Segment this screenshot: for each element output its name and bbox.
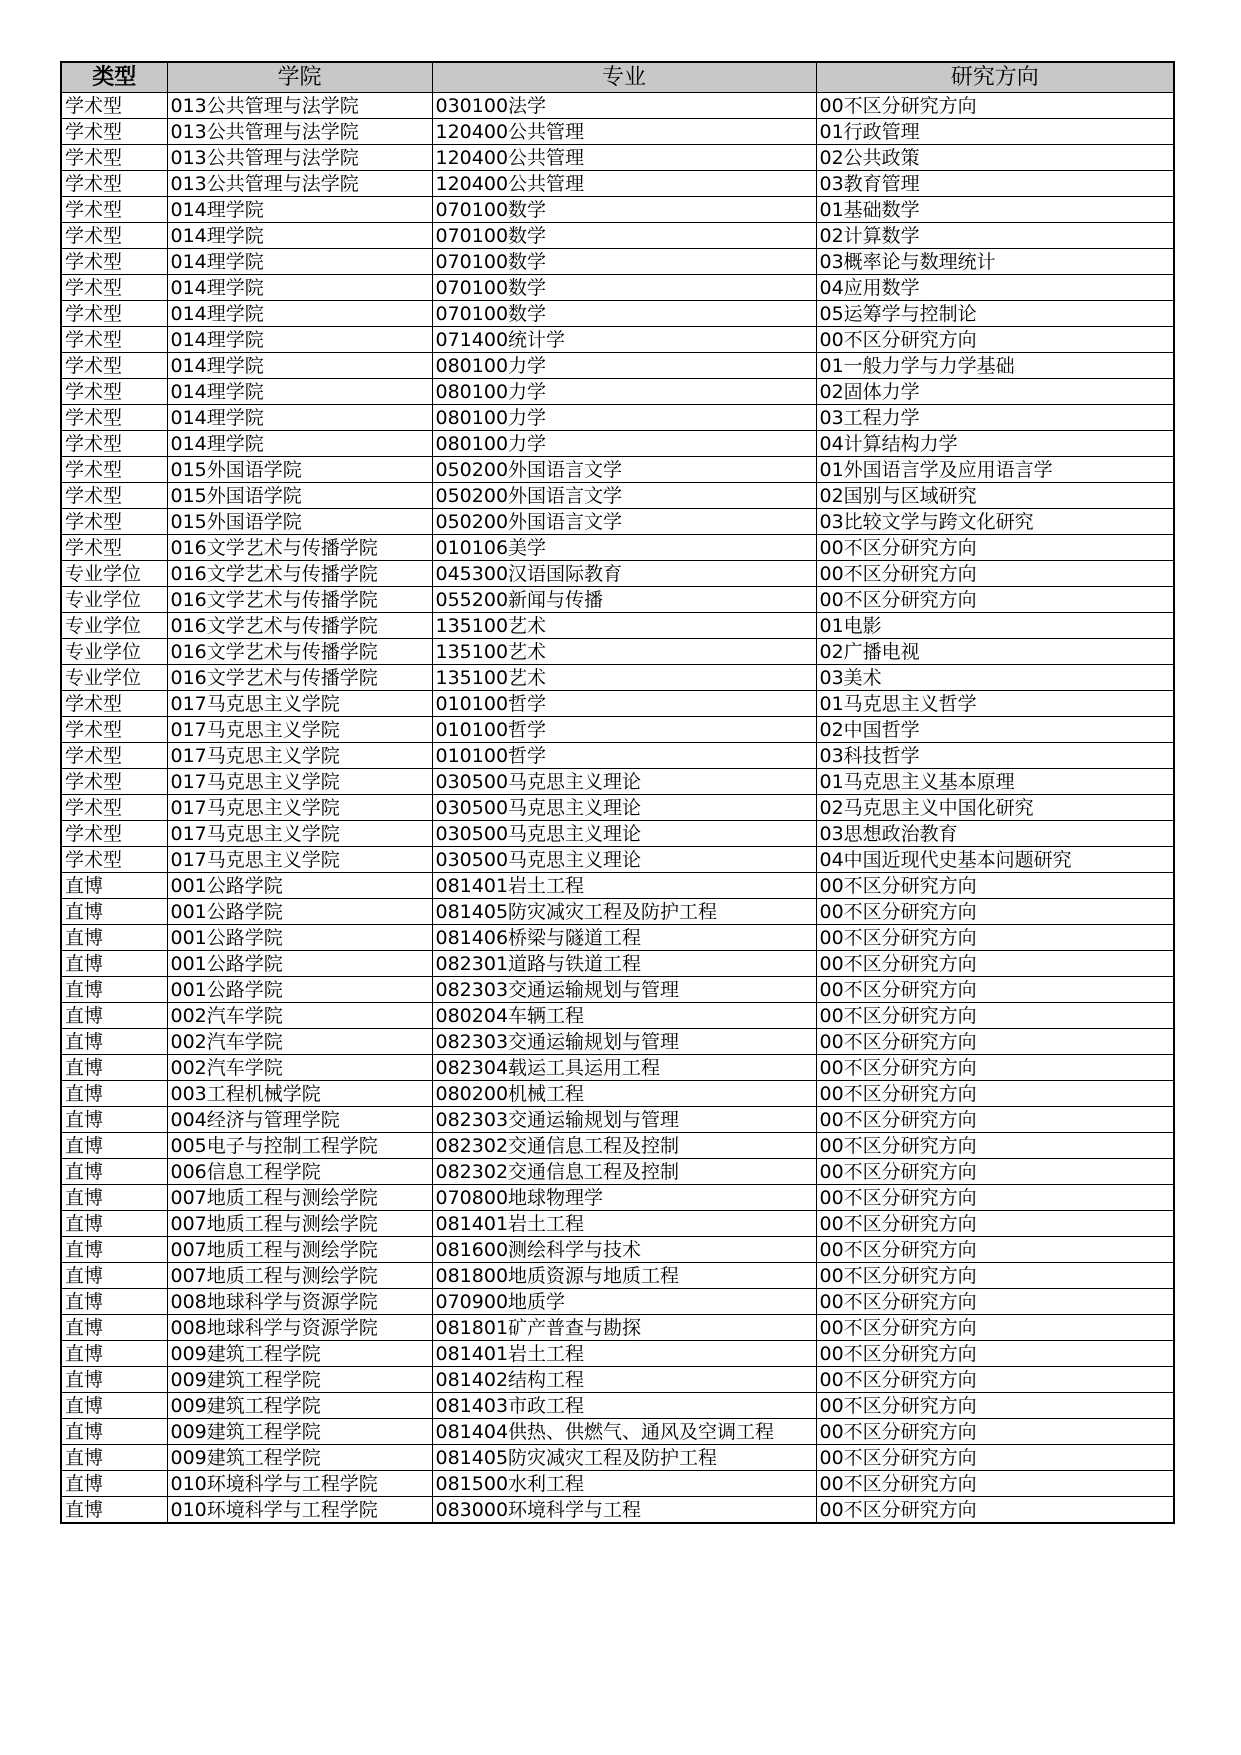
cell-college: 013公共管理与法学院 xyxy=(167,119,432,145)
table-row xyxy=(61,899,1174,925)
table-row xyxy=(61,353,1174,379)
table-row xyxy=(61,379,1174,405)
table-row xyxy=(61,1289,1174,1315)
cell-type: 学术型 xyxy=(61,145,167,171)
cell-research-direction: 00不区分研究方向 xyxy=(816,977,1174,1003)
cell-major: 055200新闻与传播 xyxy=(432,587,816,613)
cell-major: 081401岩土工程 xyxy=(432,1341,816,1367)
table-row xyxy=(61,665,1174,691)
table-row xyxy=(61,821,1174,847)
cell-research-direction: 02公共政策 xyxy=(816,145,1174,171)
cell-major: 080100力学 xyxy=(432,405,816,431)
cell-research-direction: 00不区分研究方向 xyxy=(816,1055,1174,1081)
cell-research-direction: 03教育管理 xyxy=(816,171,1174,197)
cell-research-direction: 01一般力学与力学基础 xyxy=(816,353,1174,379)
cell-college: 013公共管理与法学院 xyxy=(167,93,432,119)
table-row xyxy=(61,977,1174,1003)
cell-college: 014理学院 xyxy=(167,275,432,301)
cell-research-direction: 00不区分研究方向 xyxy=(816,873,1174,899)
cell-college: 014理学院 xyxy=(167,405,432,431)
cell-type: 学术型 xyxy=(61,223,167,249)
cell-major: 120400公共管理 xyxy=(432,171,816,197)
table-row xyxy=(61,1107,1174,1133)
cell-college: 001公路学院 xyxy=(167,899,432,925)
cell-research-direction: 00不区分研究方向 xyxy=(816,1029,1174,1055)
cell-type: 直博 xyxy=(61,1341,167,1367)
cell-major: 080204车辆工程 xyxy=(432,1003,816,1029)
cell-research-direction: 04中国近现代史基本问题研究 xyxy=(816,847,1174,873)
cell-type: 学术型 xyxy=(61,93,167,119)
cell-type: 直博 xyxy=(61,1393,167,1419)
cell-type: 学术型 xyxy=(61,301,167,327)
table-row xyxy=(61,1029,1174,1055)
cell-research-direction: 00不区分研究方向 xyxy=(816,561,1174,587)
table-row xyxy=(61,1367,1174,1393)
cell-type: 直博 xyxy=(61,1445,167,1471)
cell-college: 009建筑工程学院 xyxy=(167,1393,432,1419)
cell-college: 008地球科学与资源学院 xyxy=(167,1315,432,1341)
cell-college: 006信息工程学院 xyxy=(167,1159,432,1185)
cell-major: 050200外国语言文学 xyxy=(432,457,816,483)
cell-college: 014理学院 xyxy=(167,223,432,249)
cell-college: 017马克思主义学院 xyxy=(167,717,432,743)
cell-college: 001公路学院 xyxy=(167,977,432,1003)
cell-type: 直博 xyxy=(61,1107,167,1133)
cell-college: 001公路学院 xyxy=(167,951,432,977)
cell-major: 081800地质资源与地质工程 xyxy=(432,1263,816,1289)
cell-major: 082301道路与铁道工程 xyxy=(432,951,816,977)
cell-major: 081405防灾减灾工程及防护工程 xyxy=(432,899,816,925)
cell-type: 学术型 xyxy=(61,353,167,379)
cell-college: 007地质工程与测绘学院 xyxy=(167,1263,432,1289)
cell-major: 082304载运工具运用工程 xyxy=(432,1055,816,1081)
table-row xyxy=(61,1237,1174,1263)
cell-type: 直博 xyxy=(61,925,167,951)
cell-type: 学术型 xyxy=(61,457,167,483)
cell-major: 135100艺术 xyxy=(432,665,816,691)
cell-type: 直博 xyxy=(61,1263,167,1289)
cell-college: 014理学院 xyxy=(167,353,432,379)
cell-type: 直博 xyxy=(61,977,167,1003)
cell-research-direction: 03概率论与数理统计 xyxy=(816,249,1174,275)
cell-research-direction: 00不区分研究方向 xyxy=(816,535,1174,561)
table-row xyxy=(61,1003,1174,1029)
table-row xyxy=(61,561,1174,587)
cell-research-direction: 00不区分研究方向 xyxy=(816,1289,1174,1315)
cell-major: 120400公共管理 xyxy=(432,119,816,145)
cell-major: 050200外国语言文学 xyxy=(432,509,816,535)
cell-major: 081801矿产普查与勘探 xyxy=(432,1315,816,1341)
cell-major: 082303交通运输规划与管理 xyxy=(432,1029,816,1055)
cell-type: 专业学位 xyxy=(61,587,167,613)
table-row xyxy=(61,275,1174,301)
table-row xyxy=(61,717,1174,743)
table-row xyxy=(61,1081,1174,1107)
header-college: 学院 xyxy=(167,62,432,93)
cell-type: 直博 xyxy=(61,1237,167,1263)
cell-research-direction: 01电影 xyxy=(816,613,1174,639)
cell-college: 015外国语学院 xyxy=(167,483,432,509)
cell-research-direction: 01马克思主义基本原理 xyxy=(816,769,1174,795)
cell-major: 080100力学 xyxy=(432,353,816,379)
cell-type: 直博 xyxy=(61,1211,167,1237)
cell-major: 030500马克思主义理论 xyxy=(432,795,816,821)
cell-research-direction: 02马克思主义中国化研究 xyxy=(816,795,1174,821)
table-row xyxy=(61,535,1174,561)
cell-major: 070100数学 xyxy=(432,223,816,249)
cell-college: 017马克思主义学院 xyxy=(167,821,432,847)
cell-type: 直博 xyxy=(61,1055,167,1081)
cell-research-direction: 00不区分研究方向 xyxy=(816,1497,1174,1524)
cell-research-direction: 01外国语言学及应用语言学 xyxy=(816,457,1174,483)
cell-major: 050200外国语言文学 xyxy=(432,483,816,509)
cell-type: 直博 xyxy=(61,1289,167,1315)
cell-college: 015外国语学院 xyxy=(167,457,432,483)
cell-college: 007地质工程与测绘学院 xyxy=(167,1237,432,1263)
cell-type: 学术型 xyxy=(61,821,167,847)
cell-college: 016文学艺术与传播学院 xyxy=(167,613,432,639)
cell-research-direction: 00不区分研究方向 xyxy=(816,327,1174,353)
cell-type: 专业学位 xyxy=(61,639,167,665)
table-row xyxy=(61,691,1174,717)
cell-college: 017马克思主义学院 xyxy=(167,795,432,821)
cell-major: 080100力学 xyxy=(432,379,816,405)
cell-major: 081500水利工程 xyxy=(432,1471,816,1497)
table-row xyxy=(61,873,1174,899)
cell-type: 学术型 xyxy=(61,483,167,509)
cell-major: 081600测绘科学与技术 xyxy=(432,1237,816,1263)
cell-major: 081404供热、供燃气、通风及空调工程 xyxy=(432,1419,816,1445)
cell-research-direction: 00不区分研究方向 xyxy=(816,1393,1174,1419)
cell-research-direction: 01基础数学 xyxy=(816,197,1174,223)
cell-research-direction: 00不区分研究方向 xyxy=(816,1159,1174,1185)
cell-major: 081406桥梁与隧道工程 xyxy=(432,925,816,951)
cell-major: 083000环境科学与工程 xyxy=(432,1497,816,1524)
cell-college: 016文学艺术与传播学院 xyxy=(167,639,432,665)
cell-college: 013公共管理与法学院 xyxy=(167,171,432,197)
cell-research-direction: 00不区分研究方向 xyxy=(816,1367,1174,1393)
cell-research-direction: 03工程力学 xyxy=(816,405,1174,431)
table-row xyxy=(61,223,1174,249)
cell-type: 学术型 xyxy=(61,769,167,795)
cell-type: 直博 xyxy=(61,1133,167,1159)
table-row xyxy=(61,171,1174,197)
cell-research-direction: 00不区分研究方向 xyxy=(816,1419,1174,1445)
table-row xyxy=(61,795,1174,821)
cell-research-direction: 00不区分研究方向 xyxy=(816,1211,1174,1237)
cell-college: 002汽车学院 xyxy=(167,1003,432,1029)
cell-major: 010100哲学 xyxy=(432,717,816,743)
cell-college: 016文学艺术与传播学院 xyxy=(167,561,432,587)
table-row xyxy=(61,1393,1174,1419)
cell-research-direction: 00不区分研究方向 xyxy=(816,899,1174,925)
cell-major: 070100数学 xyxy=(432,249,816,275)
cell-major: 070800地球物理学 xyxy=(432,1185,816,1211)
cell-type: 学术型 xyxy=(61,171,167,197)
table-row xyxy=(61,509,1174,535)
cell-type: 直博 xyxy=(61,951,167,977)
cell-college: 001公路学院 xyxy=(167,873,432,899)
cell-research-direction: 02固体力学 xyxy=(816,379,1174,405)
cell-type: 学术型 xyxy=(61,509,167,535)
cell-major: 030500马克思主义理论 xyxy=(432,821,816,847)
cell-type: 学术型 xyxy=(61,197,167,223)
cell-research-direction: 00不区分研究方向 xyxy=(816,1237,1174,1263)
table-row xyxy=(61,1315,1174,1341)
header-row xyxy=(61,62,1174,93)
cell-college: 010环境科学与工程学院 xyxy=(167,1497,432,1524)
table-row xyxy=(61,1263,1174,1289)
cell-research-direction: 00不区分研究方向 xyxy=(816,1315,1174,1341)
cell-major: 082303交通运输规划与管理 xyxy=(432,1107,816,1133)
cell-type: 学术型 xyxy=(61,119,167,145)
cell-research-direction: 00不区分研究方向 xyxy=(816,925,1174,951)
cell-type: 学术型 xyxy=(61,535,167,561)
table-row xyxy=(61,431,1174,457)
cell-type: 专业学位 xyxy=(61,613,167,639)
cell-type: 学术型 xyxy=(61,847,167,873)
cell-major: 070100数学 xyxy=(432,197,816,223)
cell-type: 直博 xyxy=(61,1159,167,1185)
cell-college: 014理学院 xyxy=(167,379,432,405)
cell-type: 学术型 xyxy=(61,691,167,717)
cell-major: 081402结构工程 xyxy=(432,1367,816,1393)
cell-college: 009建筑工程学院 xyxy=(167,1367,432,1393)
cell-major: 081401岩土工程 xyxy=(432,1211,816,1237)
cell-major: 070900地质学 xyxy=(432,1289,816,1315)
cell-major: 120400公共管理 xyxy=(432,145,816,171)
cell-college: 008地球科学与资源学院 xyxy=(167,1289,432,1315)
table-row xyxy=(61,1055,1174,1081)
header-major: 专业 xyxy=(432,62,816,93)
cell-research-direction: 01马克思主义哲学 xyxy=(816,691,1174,717)
cell-college: 009建筑工程学院 xyxy=(167,1445,432,1471)
cell-type: 直博 xyxy=(61,873,167,899)
cell-research-direction: 00不区分研究方向 xyxy=(816,587,1174,613)
cell-research-direction: 05运筹学与控制论 xyxy=(816,301,1174,327)
cell-type: 专业学位 xyxy=(61,665,167,691)
cell-research-direction: 03科技哲学 xyxy=(816,743,1174,769)
cell-college: 007地质工程与测绘学院 xyxy=(167,1211,432,1237)
cell-type: 学术型 xyxy=(61,743,167,769)
cell-major: 030100法学 xyxy=(432,93,816,119)
cell-college: 014理学院 xyxy=(167,327,432,353)
cell-college: 017马克思主义学院 xyxy=(167,691,432,717)
cell-college: 016文学艺术与传播学院 xyxy=(167,665,432,691)
cell-type: 学术型 xyxy=(61,327,167,353)
cell-type: 直博 xyxy=(61,1081,167,1107)
table-row xyxy=(61,457,1174,483)
table-row xyxy=(61,1341,1174,1367)
cell-research-direction: 02广播电视 xyxy=(816,639,1174,665)
table-row xyxy=(61,145,1174,171)
cell-college: 014理学院 xyxy=(167,431,432,457)
cell-type: 直博 xyxy=(61,1029,167,1055)
table-row xyxy=(61,639,1174,665)
cell-research-direction: 00不区分研究方向 xyxy=(816,1263,1174,1289)
cell-major: 135100艺术 xyxy=(432,639,816,665)
table-row xyxy=(61,405,1174,431)
cell-college: 007地质工程与测绘学院 xyxy=(167,1185,432,1211)
table-row xyxy=(61,1419,1174,1445)
cell-college: 001公路学院 xyxy=(167,925,432,951)
cell-major: 070100数学 xyxy=(432,301,816,327)
cell-major: 080200机械工程 xyxy=(432,1081,816,1107)
cell-type: 学术型 xyxy=(61,431,167,457)
table-row xyxy=(61,93,1174,119)
cell-research-direction: 00不区分研究方向 xyxy=(816,1081,1174,1107)
cell-research-direction: 00不区分研究方向 xyxy=(816,1133,1174,1159)
cell-college: 002汽车学院 xyxy=(167,1055,432,1081)
cell-college: 014理学院 xyxy=(167,197,432,223)
table-row xyxy=(61,1211,1174,1237)
header-type: 类型 xyxy=(61,62,167,93)
cell-research-direction: 02计算数学 xyxy=(816,223,1174,249)
cell-major: 135100艺术 xyxy=(432,613,816,639)
cell-research-direction: 00不区分研究方向 xyxy=(816,951,1174,977)
cell-type: 直博 xyxy=(61,1185,167,1211)
cell-college: 009建筑工程学院 xyxy=(167,1419,432,1445)
cell-type: 学术型 xyxy=(61,379,167,405)
cell-college: 009建筑工程学院 xyxy=(167,1341,432,1367)
cell-research-direction: 00不区分研究方向 xyxy=(816,1107,1174,1133)
cell-college: 005电子与控制工程学院 xyxy=(167,1133,432,1159)
cell-major: 081405防灾减灾工程及防护工程 xyxy=(432,1445,816,1471)
table-row xyxy=(61,483,1174,509)
cell-type: 专业学位 xyxy=(61,561,167,587)
cell-college: 014理学院 xyxy=(167,301,432,327)
cell-college: 010环境科学与工程学院 xyxy=(167,1471,432,1497)
table-row xyxy=(61,925,1174,951)
table-row xyxy=(61,1445,1174,1471)
table-body xyxy=(61,93,1174,1524)
cell-type: 直博 xyxy=(61,1497,167,1524)
cell-research-direction: 00不区分研究方向 xyxy=(816,1341,1174,1367)
table-row xyxy=(61,613,1174,639)
table-row xyxy=(61,1497,1174,1524)
table-row xyxy=(61,951,1174,977)
cell-major: 082302交通信息工程及控制 xyxy=(432,1133,816,1159)
cell-major: 081401岩土工程 xyxy=(432,873,816,899)
cell-research-direction: 04应用数学 xyxy=(816,275,1174,301)
table-row xyxy=(61,249,1174,275)
program-table xyxy=(60,61,1175,1524)
cell-college: 002汽车学院 xyxy=(167,1029,432,1055)
cell-college: 003工程机械学院 xyxy=(167,1081,432,1107)
table-row xyxy=(61,327,1174,353)
cell-type: 直博 xyxy=(61,1367,167,1393)
header-research-direction: 研究方向 xyxy=(816,62,1174,93)
cell-major: 080100力学 xyxy=(432,431,816,457)
cell-research-direction: 03比较文学与跨文化研究 xyxy=(816,509,1174,535)
cell-major: 010100哲学 xyxy=(432,691,816,717)
cell-major: 070100数学 xyxy=(432,275,816,301)
cell-research-direction: 00不区分研究方向 xyxy=(816,1471,1174,1497)
cell-research-direction: 02中国哲学 xyxy=(816,717,1174,743)
cell-type: 直博 xyxy=(61,1315,167,1341)
cell-type: 学术型 xyxy=(61,275,167,301)
cell-research-direction: 00不区分研究方向 xyxy=(816,93,1174,119)
table-row xyxy=(61,1133,1174,1159)
cell-major: 030500马克思主义理论 xyxy=(432,847,816,873)
table-row xyxy=(61,587,1174,613)
table-row xyxy=(61,743,1174,769)
table-row xyxy=(61,197,1174,223)
table-row xyxy=(61,119,1174,145)
cell-college: 017马克思主义学院 xyxy=(167,769,432,795)
cell-college: 017马克思主义学院 xyxy=(167,743,432,769)
cell-college: 016文学艺术与传播学院 xyxy=(167,535,432,561)
cell-research-direction: 00不区分研究方向 xyxy=(816,1445,1174,1471)
cell-type: 直博 xyxy=(61,1003,167,1029)
cell-research-direction: 03美术 xyxy=(816,665,1174,691)
cell-major: 081403市政工程 xyxy=(432,1393,816,1419)
table-row xyxy=(61,847,1174,873)
cell-major: 010100哲学 xyxy=(432,743,816,769)
table-row xyxy=(61,1471,1174,1497)
cell-research-direction: 04计算结构力学 xyxy=(816,431,1174,457)
cell-college: 016文学艺术与传播学院 xyxy=(167,587,432,613)
cell-research-direction: 00不区分研究方向 xyxy=(816,1185,1174,1211)
cell-major: 030500马克思主义理论 xyxy=(432,769,816,795)
cell-research-direction: 02国别与区域研究 xyxy=(816,483,1174,509)
cell-major: 010106美学 xyxy=(432,535,816,561)
cell-major: 082302交通信息工程及控制 xyxy=(432,1159,816,1185)
cell-type: 直博 xyxy=(61,1471,167,1497)
cell-major: 071400统计学 xyxy=(432,327,816,353)
cell-college: 004经济与管理学院 xyxy=(167,1107,432,1133)
cell-type: 学术型 xyxy=(61,795,167,821)
cell-type: 直博 xyxy=(61,1419,167,1445)
cell-research-direction: 03思想政治教育 xyxy=(816,821,1174,847)
cell-research-direction: 00不区分研究方向 xyxy=(816,1003,1174,1029)
cell-research-direction: 01行政管理 xyxy=(816,119,1174,145)
cell-major: 045300汉语国际教育 xyxy=(432,561,816,587)
table-row xyxy=(61,1159,1174,1185)
table-row xyxy=(61,1185,1174,1211)
table-row xyxy=(61,301,1174,327)
cell-college: 014理学院 xyxy=(167,249,432,275)
cell-type: 学术型 xyxy=(61,249,167,275)
cell-college: 015外国语学院 xyxy=(167,509,432,535)
cell-college: 013公共管理与法学院 xyxy=(167,145,432,171)
cell-type: 学术型 xyxy=(61,405,167,431)
cell-major: 082303交通运输规划与管理 xyxy=(432,977,816,1003)
cell-type: 学术型 xyxy=(61,717,167,743)
cell-college: 017马克思主义学院 xyxy=(167,847,432,873)
cell-type: 直博 xyxy=(61,899,167,925)
table-row xyxy=(61,769,1174,795)
